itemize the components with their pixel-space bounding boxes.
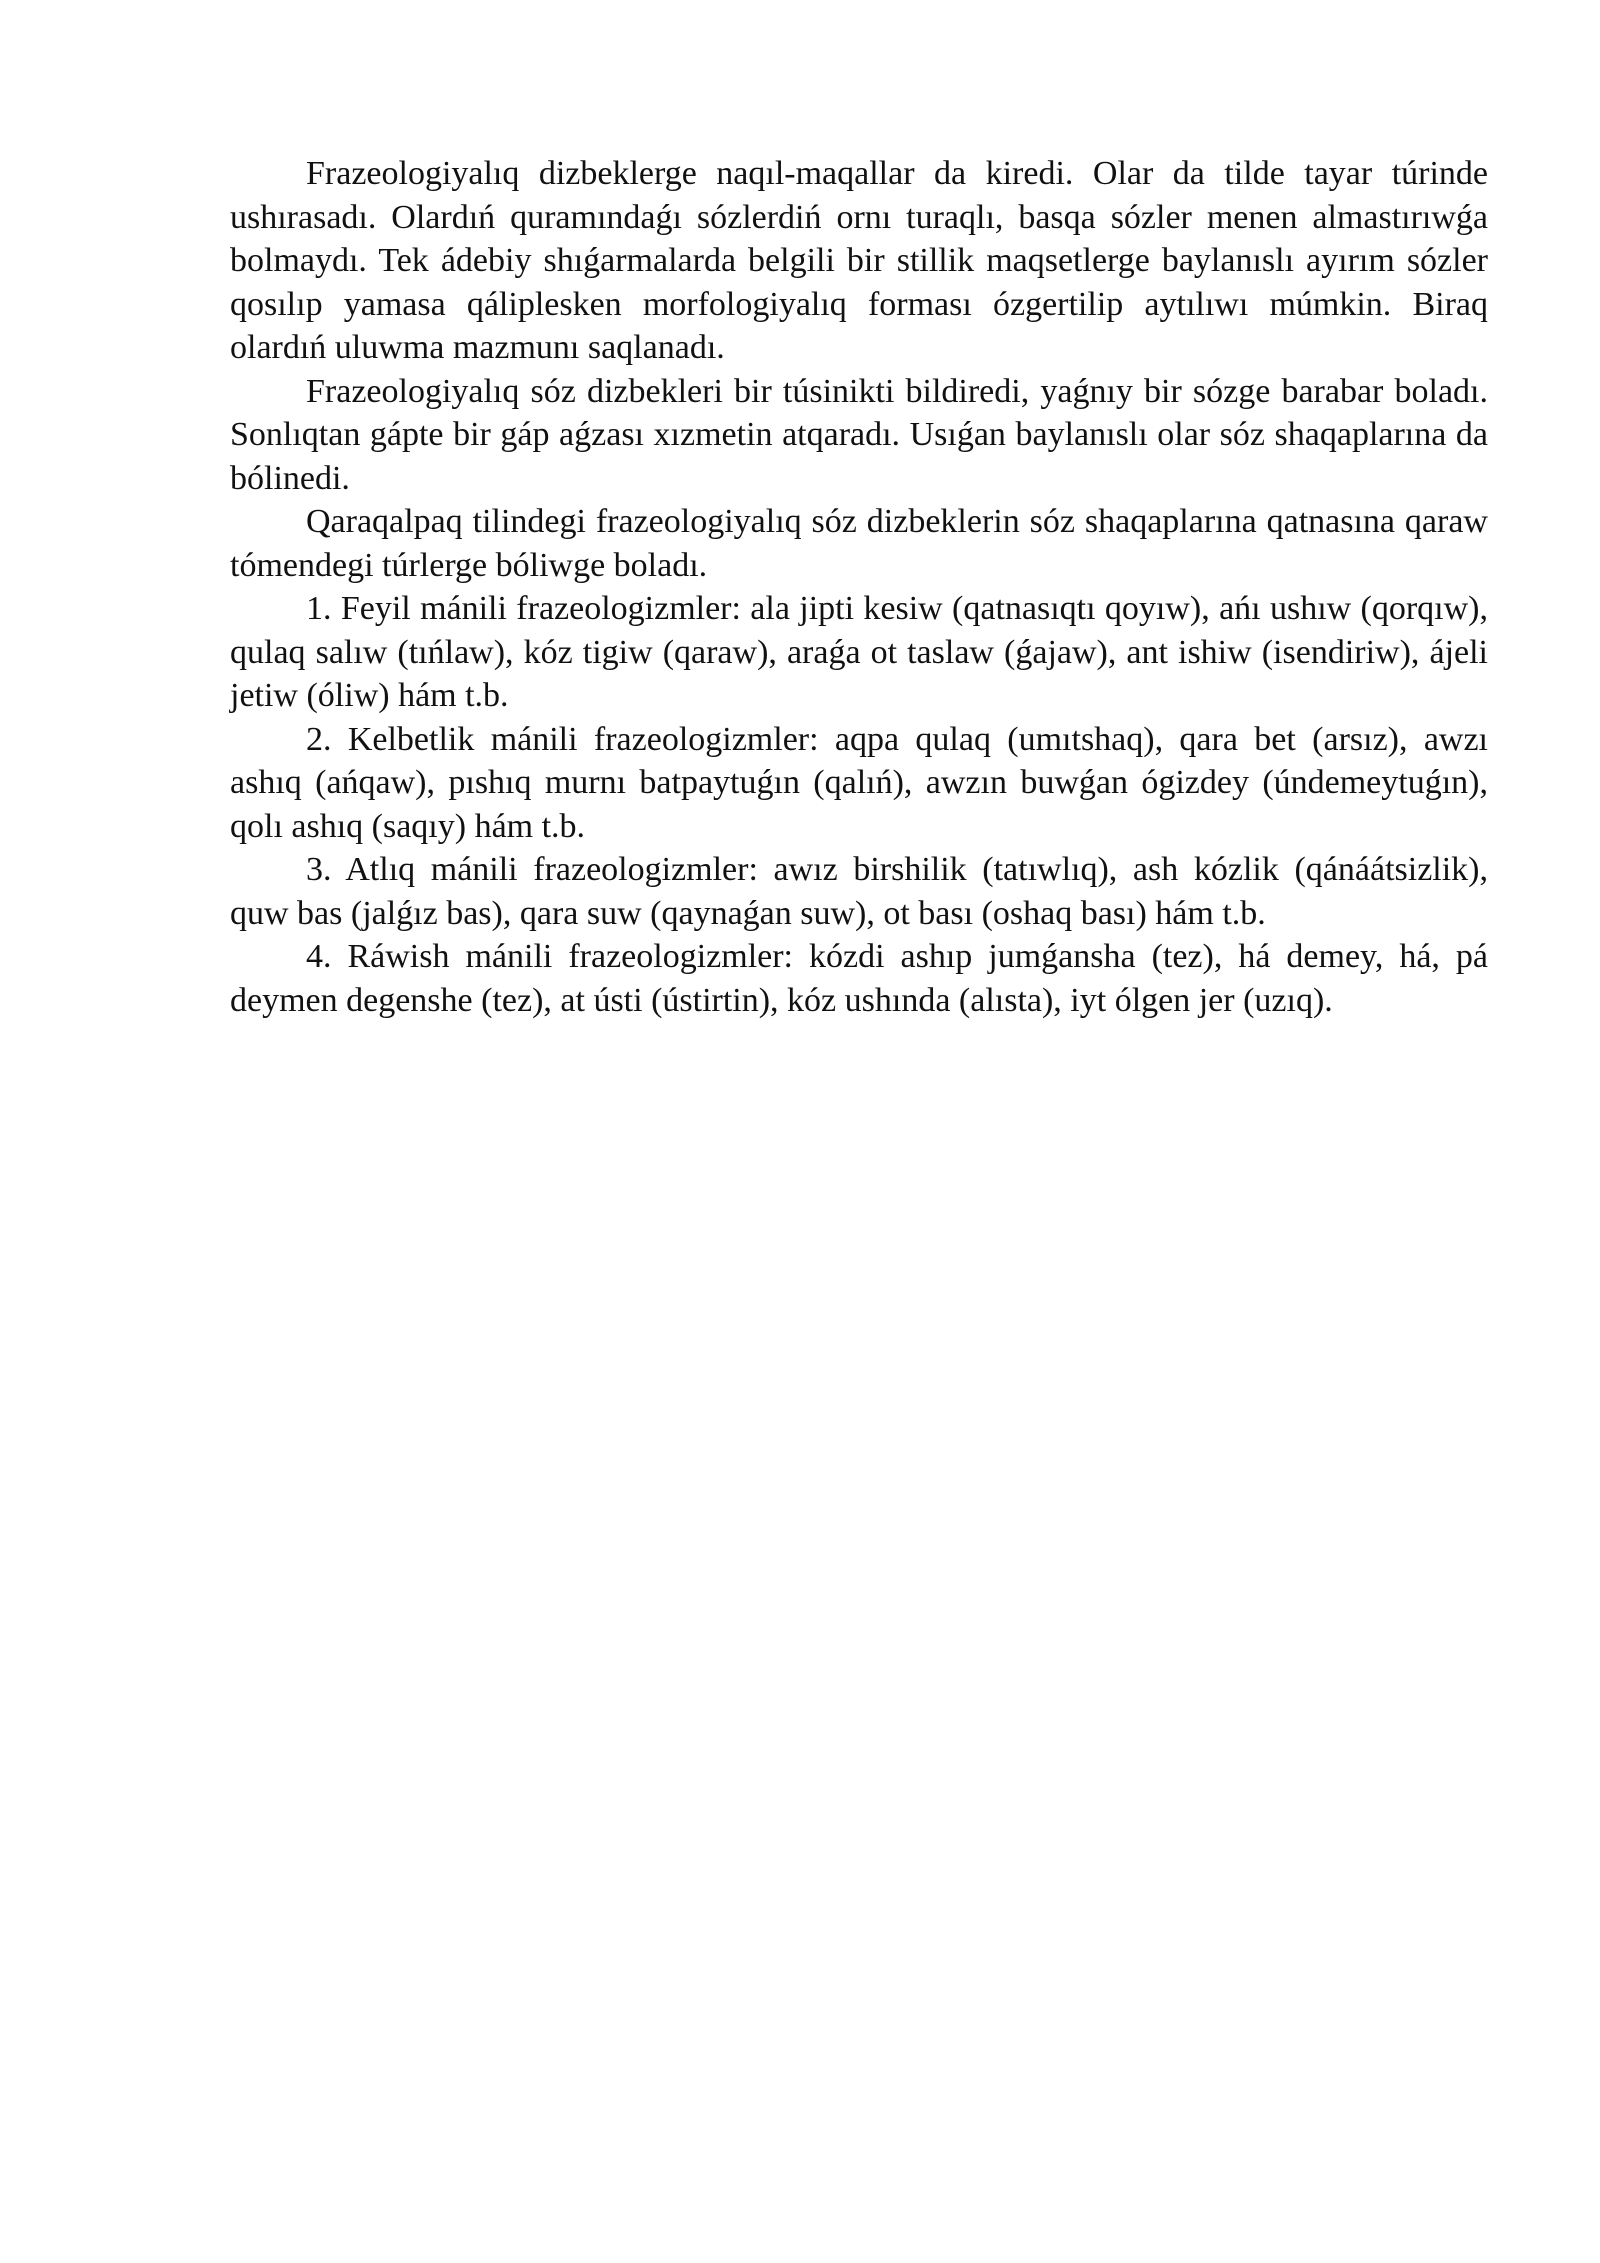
paragraph-adjectival-phraseologisms: 2. Kelbetlik mánili frazeologizmler: aqpa qulaq (umıtshaq), qara bet (arsız), awzı ashıq (ańqaw), pıshıq murnı batpaytuǵın (qalıń), awzın buwǵan ógizdey (úndemeytuǵın), qolı ashıq (saqıy) hám t.b.	[230, 720, 1488, 845]
paragraph-classification-intro: Qaraqalpaq tilindegi frazeologiyalıq sóz dizbeklerin sóz shaqaplarına qatnasına qaraw tómendegi túrlerge bóliwge boladı.	[230, 503, 1488, 584]
body-text	[230, 152, 1488, 1022]
paragraph-single-concept: Frazeologiyalıq sóz dizbekleri bir túsinikti bildiredi, yaǵnıy bir sózge barabar boladı. Sonlıqtan gápte bir gáp aǵzası xızmetin atqaradı. Usıǵan baylanıslı olar sóz shaqaplarına da bólinedi.	[230, 372, 1488, 497]
paragraph-adverbial-phraseologisms: 4. Ráwish mánili frazeologizmler: kózdi ashıp jumǵansha (tez), há demey, há, pá deymen degenshe (tez), at ústi (ústirtin), kóz ushında (alısta), iyt ólgen jer (uzıq).	[230, 938, 1488, 1019]
paragraph-nominal-phraseologisms: 3. Atlıq mánili frazeologizmler: awız birshilik (tatıwlıq), ash kózlik (qánáátsizlik), quw bas (jalǵız bas), qara suw (qaynaǵan suw), ot bası (oshaq bası) hám t.b.	[230, 851, 1488, 932]
paragraph-idioms-proverbs: Frazeologiyalıq dizbeklerge naqıl-maqallar da kiredi. Olar da tilde tayar túrinde ushırasadı. Olardıń quramındaǵı sózlerdiń ornı turaqlı, basqa sózler menen almastırıwǵa bolmaydı. Tek ádebiy shıǵarmalarda belgili bir stillik maqsetlerge baylanıslı ayırım sózler qosılıp yamasa qáliplesken morfologiyalıq forması ózgertilip aytılıwı múmkin. Biraq olardıń uluwma mazmunı saqlanadı.	[230, 155, 1488, 366]
paragraph-verbal-phraseologisms: 1. Feyil mánili frazeologizmler: ala jipti kesiw (qatnasıqtı qoyıw), ańı ushıw (qorqıw), qulaq salıw (tıńlaw), kóz tigiw (qaraw), araǵa ot taslaw (ǵajaw), ant ishiw (isendiriw), ájeli jetiw (óliw) hám t.b.	[230, 590, 1488, 714]
